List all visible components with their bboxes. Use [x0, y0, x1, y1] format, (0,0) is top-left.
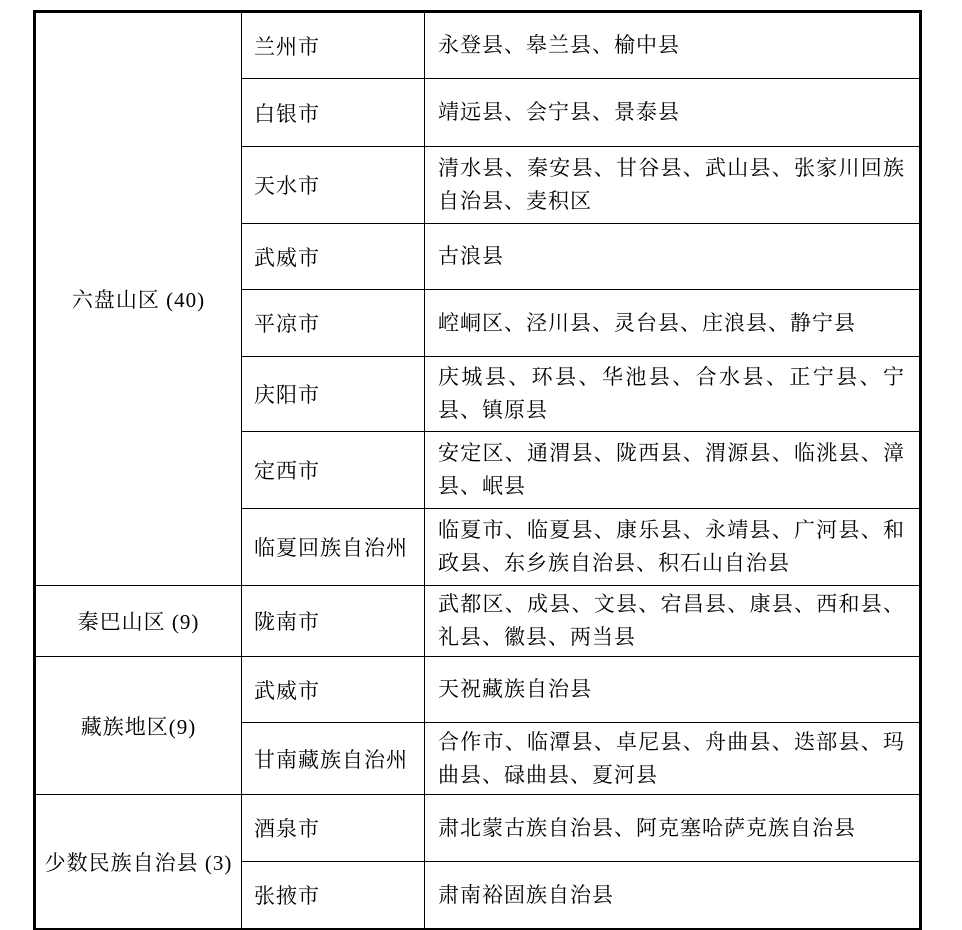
counties-cell: 清水县、秦安县、甘谷县、武山县、张家川回族自治县、麦积区: [425, 147, 921, 224]
city-cell: 武威市: [242, 657, 425, 723]
counties-cell: 庆城县、环县、华池县、合水县、正宁县、宁县、镇原县: [425, 357, 921, 432]
counties-cell: 肃南裕固族自治县: [425, 862, 921, 930]
counties-cell: 合作市、临潭县、卓尼县、舟曲县、迭部县、玛曲县、碌曲县、夏河县: [425, 723, 921, 795]
city-cell: 武威市: [242, 224, 425, 290]
counties-cell: 古浪县: [425, 224, 921, 290]
city-cell: 天水市: [242, 147, 425, 224]
region-cell: 少数民族自治县 (3): [35, 795, 242, 930]
city-cell: 兰州市: [242, 12, 425, 79]
counties-cell: 安定区、通渭县、陇西县、渭源县、临洮县、漳县、岷县: [425, 432, 921, 509]
table-row: [35, 12, 921, 79]
region-counties-table: [33, 10, 922, 930]
region-cell: 六盘山区 (40): [35, 12, 242, 586]
city-cell: 甘南藏族自治州: [242, 723, 425, 795]
table-row: [35, 657, 921, 723]
city-cell: 酒泉市: [242, 795, 425, 862]
counties-cell: 肃北蒙古族自治县、阿克塞哈萨克族自治县: [425, 795, 921, 862]
counties-cell: 靖远县、会宁县、景泰县: [425, 79, 921, 147]
city-cell: 平凉市: [242, 290, 425, 357]
counties-cell: 临夏市、临夏县、康乐县、永靖县、广河县、和政县、东乡族自治县、积石山自治县: [425, 509, 921, 586]
counties-cell: 天祝藏族自治县: [425, 657, 921, 723]
city-cell: 陇南市: [242, 586, 425, 657]
region-cell: 秦巴山区 (9): [35, 586, 242, 657]
counties-cell: 武都区、成县、文县、宕昌县、康县、西和县、礼县、徽县、两当县: [425, 586, 921, 657]
table-row: [35, 795, 921, 862]
counties-cell: 永登县、皋兰县、榆中县: [425, 12, 921, 79]
city-cell: 庆阳市: [242, 357, 425, 432]
counties-cell: 崆峒区、泾川县、灵台县、庄浪县、静宁县: [425, 290, 921, 357]
city-cell: 张掖市: [242, 862, 425, 930]
table-row: [35, 586, 921, 657]
region-cell: 藏族地区(9): [35, 657, 242, 795]
city-cell: 白银市: [242, 79, 425, 147]
city-cell: 临夏回族自治州: [242, 509, 425, 586]
city-cell: 定西市: [242, 432, 425, 509]
